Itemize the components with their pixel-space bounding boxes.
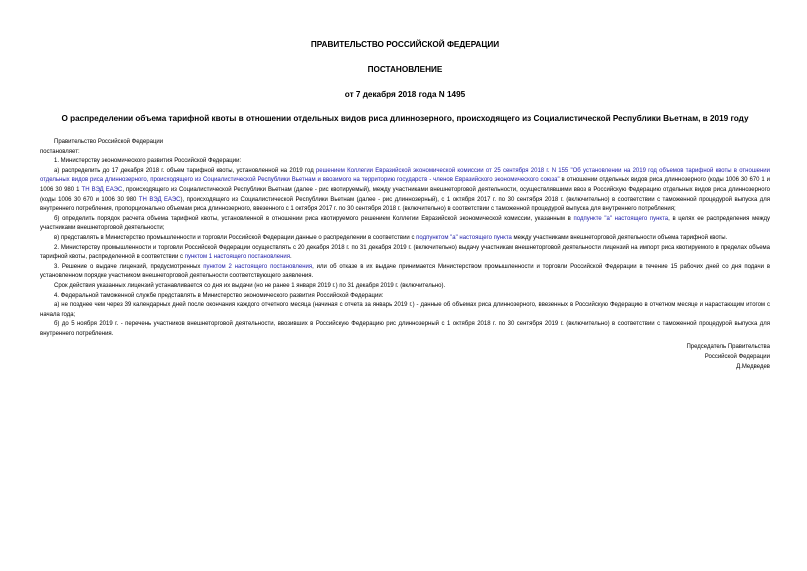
document-body (40, 138, 770, 339)
text: , или об отказе в их выдаче принимается Министерством промышленности и торговли Российской Федерации в течение 15 рабочих дней со дня подачи в установленном порядке участником внешнеторговой деятельности соответствующего заявления. (40, 263, 771, 280)
text: , в целях ее распределения между участниками внешнеторговой деятельности; (40, 215, 770, 232)
text: в) представлять в Министерство промышленности и торговли Российской Федерации данные о распределении в соответствии с (54, 234, 417, 241)
paragraph-3 (40, 263, 770, 282)
signature-block (40, 343, 770, 372)
paragraph-4: 4. Федеральной таможенной службе представлять в Министерство экономического развития Российской Федерации: (54, 292, 384, 299)
text: 2. Министерству промышленности и торговли Российской Федерации осуществлять с 20 декабря 2018 г. по 31 декабря 2019 г. (включительно) выдачу участникам внешнеторговой деятельности лицензий на импорт риса квотируемого в пределах объема тарифной квоты, распределенной в соответствии с (40, 244, 770, 261)
link-point-2[interactable]: пунктом 2 настоящего постановления (203, 263, 313, 270)
text: между участниками внешнеторговой деятельности объема тарифной квоты. (511, 234, 728, 241)
intro-line-2: постановляет: (40, 148, 80, 155)
paragraph-1b (40, 215, 770, 234)
link-point-1[interactable]: пунктом 1 настоящего постановления (184, 254, 291, 261)
signature-line-1: Председатель Правительства (686, 344, 770, 351)
text: б) определить порядок расчета объема тарифной квоты, установленной в отношении риса квотируемого решением Коллегии Евразийской экономической комиссии, указанным в (54, 215, 574, 222)
paragraph-2 (40, 244, 770, 263)
paragraph-1c (40, 234, 770, 244)
link-subpoint-a[interactable]: подпункте "а" настоящего пункта (573, 215, 669, 222)
paragraph-4b: б) до 5 ноября 2019 г. - перечень участников внешнеторговой деятельности, ввозивших в Российскую Федерацию рис длиннозерный с 1 октября 2018 г. по 30 сентября 2019 г. (включительно) в соответствии с таможенной процедурой выпуска для внутреннего потребления. (40, 321, 770, 337)
text: ), происходящего из Социалистической Республики Вьетнам (далее - рис длиннозерный), с 1 октября 2017 г. по 30 сентября 2018 г. (включительно) в соответствии с таможенной процедурой выпуска для внутреннего потребления, пропорционально объемам риса длиннозерного, ввезенного с 1 октября 2017 г. по 30 сентября 2018 г. (включительно) в соответствии с таможенной процедурой выпуска для внутреннего потребления; (40, 196, 770, 213)
doc-type-heading: ПОСТАНОВЛЕНИЕ (367, 65, 443, 74)
signature-name: Д.Медведев (736, 363, 770, 370)
link-tn-ved-1[interactable]: ТН ВЭД ЕАЭС (81, 186, 123, 193)
text: 3. Решение о выдаче лицензий, предусмотренных (54, 263, 204, 270)
text: , происходящего из Социалистической Республики Вьетнам (далее - рис квотируемый), между участниками внешнеторговой деятельности, осуществлявшими ввоз в Российскую Федерацию отдельных видов риса длиннозерного (коды 1006 30 670 и 1006 30 980 (40, 186, 771, 203)
link-tn-ved-2[interactable]: ТН ВЭД ЕАЭС (138, 196, 181, 203)
paragraph-4a: а) не позднее чем через 39 календарных дней после окончания каждого отчетного месяца (начиная с отчета за январь 2019 г.) - данные об объемах риса длиннозерного, ввезенных в Российскую Федерацию в отчетном месяце и нарастающим итогом с начала года; (40, 302, 770, 318)
date-number-heading: от 7 декабря 2018 года N 1495 (344, 90, 466, 99)
government-heading: ПРАВИТЕЛЬСТВО РОССИЙСКОЙ ФЕДЕРАЦИИ (310, 40, 500, 49)
signature-line-2: Российской Федерации (704, 354, 770, 361)
text: в отношении отдельных видов риса длиннозерного (коды 1006 30 670 1 и 1006 30 980 1 (40, 177, 770, 193)
link-subpoint-a-2[interactable]: подпунктом "а" настоящего пункта (416, 234, 512, 241)
paragraph-3-term: Срок действия указанных лицензий устанавливается со дня их выдачи (но не ранее 1 января 2019 г.) по 31 декабря 2019 г. (включительно). (54, 282, 446, 289)
document-title: О распределении объема тарифной квоты в отношении отдельных видов риса длиннозерного, происходящего из Социалистической Республики Вьетнам, в 2019 году (61, 114, 749, 123)
text: . (290, 254, 292, 261)
paragraph-1: 1. Министерству экономического развития Российской Федерации: (54, 158, 242, 165)
intro-line-1: Правительство Российской Федерации (54, 139, 164, 145)
link-eec-decision[interactable]: решением Коллегии Евразийской экономической комиссии от 25 сентября 2018 г. N 155 "Об установлении на 2019 год объемов тарифной квоты в отношении отдельных видов риса длиннозерного, происходящего из Социалистической Республики Вьетнам и ввозимого на территорию государств - членов Евразийского экономического союза" (40, 167, 770, 184)
paragraph-1a (40, 167, 770, 215)
text: а) распределить до 17 декабря 2018 г. объем тарифной квоты, установленной на 2019 год (54, 167, 316, 174)
